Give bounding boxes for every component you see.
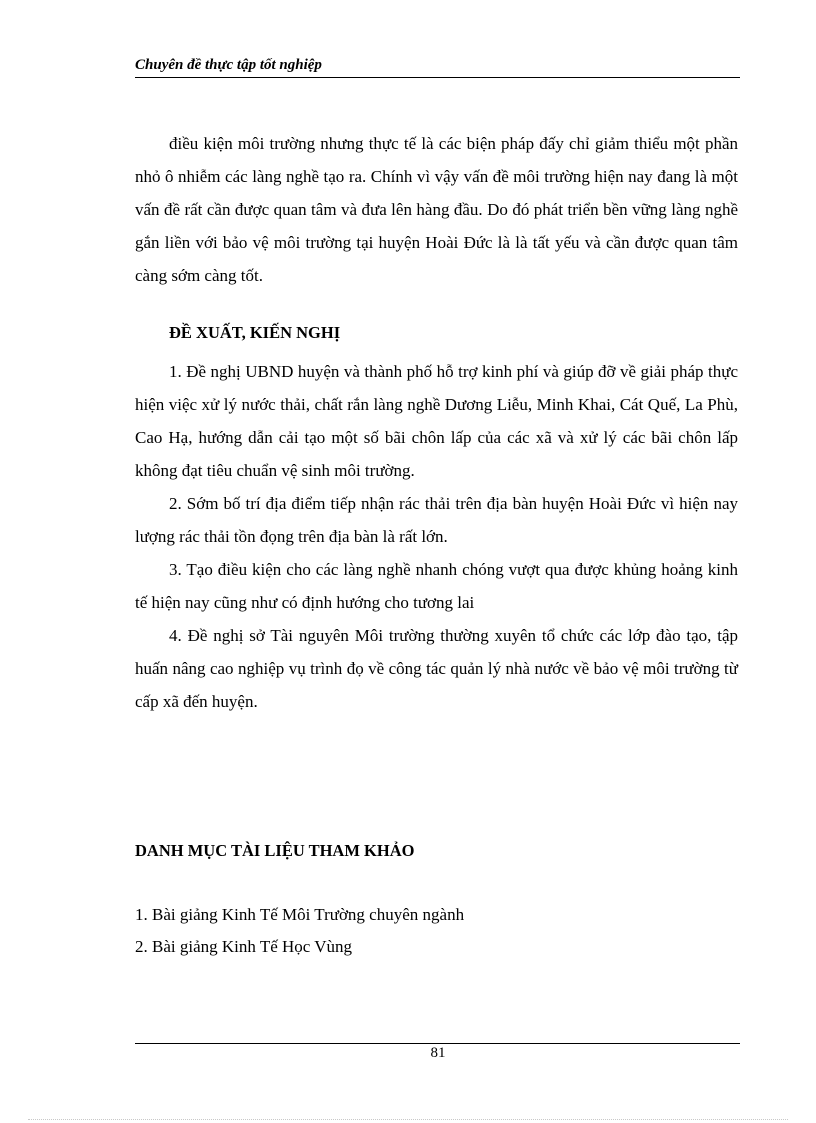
running-header: Chuyên đề thực tập tốt nghiệp <box>135 57 322 73</box>
recommendation-item: 2. Sớm bố trí địa điểm tiếp nhận rác thải trên địa bàn huyện Hoài Đức vì hiện nay lượng rác thải tồn đọng trên địa bàn là rất lớn. <box>135 494 738 546</box>
recommendation-item: 4. Đề nghị sở Tài nguyên Môi trường thường xuyên tổ chức các lớp đào tạo, tập huấn nâng cao nghiệp vụ trình đọ về công tác quản lý nhà nước về bảo vệ môi trường từ cấp xã đến huyện. <box>135 626 738 711</box>
page-number: 81 <box>430 1045 446 1061</box>
footer-rule <box>135 1043 740 1044</box>
recommendations-heading: ĐỀ XUẤT, KIẾN NGHỊ <box>169 323 341 342</box>
page-edge-divider <box>28 1119 788 1120</box>
references-heading: DANH MỤC TÀI LIỆU THAM KHẢO <box>135 841 415 860</box>
reference-item: 1. Bài giảng Kinh Tế Môi Trường chuyên ngành <box>135 905 465 924</box>
recommendation-item: 1. Đề nghị UBND huyện và thành phố hỗ trợ kinh phí và giúp đỡ về giải pháp thực hiện việc xử lý nước thải, chất rắn làng nghề Dương Liễu, Minh Khai, Cát Quế, La Phù, Cao Hạ, hướng dẫn cải tạo một số bãi chôn lấp của các xã và xử lý các bãi chôn lấp không đạt tiêu chuẩn vệ sinh môi trường. <box>135 362 738 480</box>
recommendation-item: 3. Tạo điều kiện cho các làng nghề nhanh chóng vượt qua được khủng hoảng kinh tế hiện nay cũng như có định hướng cho tương lai <box>135 560 738 612</box>
header-rule <box>135 77 740 78</box>
intro-paragraph: điều kiện môi trường nhưng thực tế là các biện pháp đấy chỉ giảm thiểu một phần nhỏ ô nhiễm các làng nghề tạo ra. Chính vì vậy vấn đề môi trường hiện nay đang là một vấn đề rất cần được quan tâm và đưa lên hàng đầu. Do đó phát triển bền vững làng nghề gắn liền với bảo vệ môi trường tại huyện Hoài Đức là là tất yếu và cần được quan tâm càng sớm càng tốt. <box>135 134 738 285</box>
intro-section <box>135 127 738 292</box>
reference-item: 2. Bài giảng Kinh Tế Học Vùng <box>135 937 353 956</box>
recommendations-list <box>135 355 738 718</box>
